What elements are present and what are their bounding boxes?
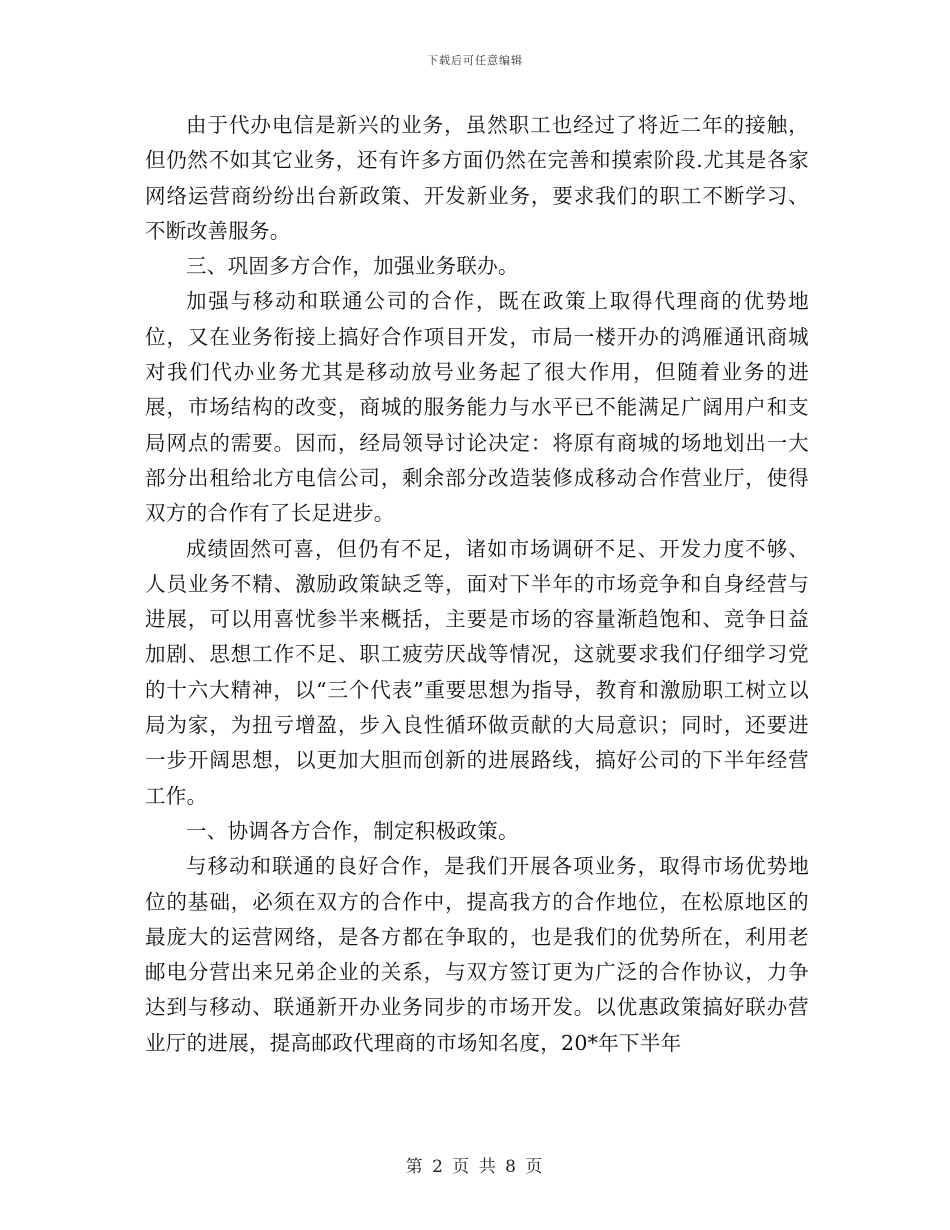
section-heading: 三、巩固多方合作，加强业务联办。 (186, 254, 519, 279)
paragraph: 加强与移动和联通公司的合作，既在政策上取得代理商的优势地位，又在业务衔接上搞好合作项目开发，市局一楼开办的鸿雁通讯商城对我们代办业务尤其是移动放号业务起了很大作用，但随着业务的进展，市场结构的改变，商城的服务能力与水平已不能满足广阔用户和支局网点的需要。因而，经局领导讨论决定：将原有商城的场地划出一大部分出租给北方电信公司，剩余部分改造装修成移动合作营业厅，使得双方的合作有了长足进步。 (145, 289, 809, 526)
document-body (145, 108, 809, 1061)
section-heading: 一、协调各方合作，制定积极政策。 (186, 818, 519, 843)
paragraph: 由于代办电信是新兴的业务，虽然职工也经过了将近二年的接触，但仍然不如其它业务，还有许多方面仍然在完善和摸索阶段.尤其是各家网络运营商纷纷出台新政策、开发新业务，要求我们的职工不断学习、不断改善服务。 (145, 113, 809, 243)
page-header: 下载后可任意编辑 (427, 54, 523, 67)
paragraph: 成绩固然可喜，但仍有不足，诸如市场调研不足、开发力度不够、人员业务不精、激励政策缺乏等，面对下半年的市场竞争和自身经营与进展，可以用喜忧参半来概括，主要是市场的容量渐趋饱和、竞争日益加剧、思想工作不足、职工疲劳厌战等情况，这就要求我们仔细学习党的十六大精神，以“三个代表”重要思想为指导，教育和激励职工树立以局为家，为扭亏增盈，步入良性循环做贡献的大局意识；同时，还要进一步开阔思想，以更加大胆而创新的进展路线，搞好公司的下半年经营工作。 (145, 536, 809, 808)
page-number: 第 2 页 共 8 页 (405, 1157, 545, 1177)
paragraph: 与移动和联通的良好合作，是我们开展各项业务，取得市场优势地位的基础，必须在双方的合作中，提高我方的合作地位，在松原地区的最庞大的运营网络，是各方都在争取的，也是我们的优势所在，利用老邮电分营出来兄弟企业的关系，与双方签订更为广泛的合作协议，力争达到与移动、联通新开办业务同步的市场开发。以优惠政策搞好联办营业厅的进展，提高邮政代理商的市场知名度，20*年下半年 (145, 854, 809, 1055)
